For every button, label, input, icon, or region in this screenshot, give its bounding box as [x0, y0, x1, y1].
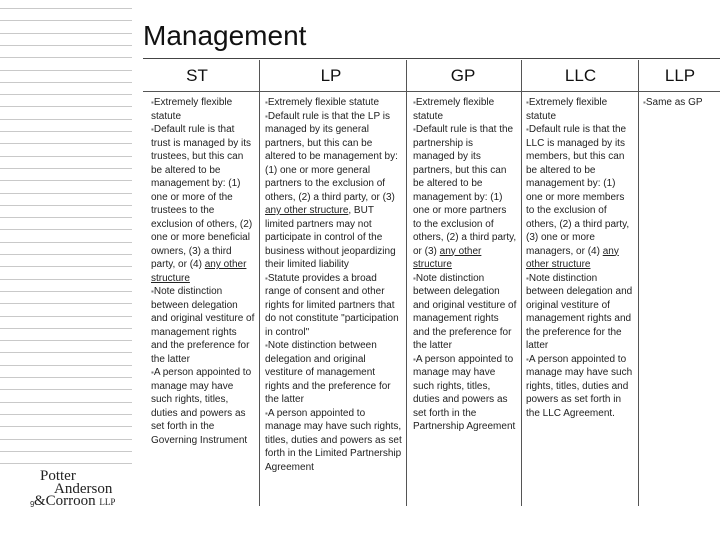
ruled-line	[0, 254, 132, 255]
ruled-line	[0, 340, 132, 341]
cell-st	[151, 96, 255, 447]
ruled-line	[0, 352, 132, 353]
bullet-text: Same as GP	[645, 97, 703, 108]
underlined-text: any other structure	[526, 245, 619, 270]
ruled-line	[0, 279, 132, 280]
bullet-text: Extremely flexible statute	[267, 97, 380, 108]
bullet-text: Default rule is that the LLC is managed by its members, but this can be altered to be management by: (1) one or more members to the exclusion of others, (2) a third party, (3) one or more managers, or (4)	[526, 124, 630, 257]
column-divider	[638, 60, 639, 506]
underlined-text: any other structure	[151, 259, 247, 284]
ruled-line	[0, 70, 132, 71]
bullet-icon: ▪	[151, 98, 154, 107]
logo-line-3-text: &Corroon	[34, 493, 96, 509]
ruled-line	[0, 33, 132, 34]
bullet-item	[526, 353, 633, 421]
ruled-line	[0, 242, 132, 243]
bullet-icon: ▪	[526, 125, 529, 134]
ruled-line	[0, 94, 132, 95]
bullet-text: Note distinction between delegation and original vestiture of management rights and the preference for the latter	[265, 340, 391, 405]
column-divider	[521, 60, 522, 506]
bullet-text: Extremely flexible statute	[413, 97, 495, 122]
bullet-item	[265, 339, 402, 407]
header-separator	[143, 91, 720, 92]
bullet-item	[643, 96, 715, 110]
ruled-line	[0, 82, 132, 83]
ruled-line	[0, 57, 132, 58]
header-lp: LP	[320, 66, 342, 85]
ruled-line	[0, 8, 132, 9]
slide-title: Management	[143, 20, 307, 51]
ruled-line	[0, 451, 132, 452]
column-divider	[259, 60, 260, 506]
ruled-line	[0, 168, 132, 169]
header-gp: GP	[450, 66, 476, 85]
bullet-item	[151, 96, 255, 123]
bullet-text: Default rule is that the partnership is managed by its partners, but this can be altered to be management by: (1) one or more partners to the exclusion of others, (2) a third party, or (3)	[413, 124, 517, 257]
bullet-text: Extremely flexible statute	[151, 97, 233, 122]
ruled-line	[0, 156, 132, 157]
bullet-icon: ▪	[413, 273, 416, 283]
bullet-icon: ▪	[526, 273, 529, 283]
bullet-item	[265, 96, 402, 110]
bullet-text: Extremely flexible statute	[526, 97, 608, 122]
ruled-line	[0, 303, 132, 304]
bullet-item	[413, 96, 517, 123]
ruled-line	[0, 414, 132, 415]
bullet-text: Default rule is that the LP is managed by its general partners, but this can be altered to be management by: (1) one or more general partners to the exclusion of others, (2) a third party, or (3)	[265, 110, 398, 203]
bullet-icon: ▪	[413, 98, 416, 107]
page-number: 9	[30, 500, 35, 509]
ruled-line	[0, 266, 132, 267]
ruled-line	[0, 20, 132, 21]
bullet-icon: ▪	[643, 98, 646, 107]
title-divider	[143, 58, 720, 59]
ruled-line	[0, 377, 132, 378]
bullet-text: A person appointed to manage may have such rights, titles, duties and powers as set forth in the Limited Partnership Agreement	[265, 407, 402, 473]
cell-lp	[265, 96, 402, 474]
bullet-icon: ▪	[526, 98, 529, 107]
bullet-text: Default rule is that trust is managed by its trustees, but this can be altered to be management by: (1) one or more of the trustees to the exclusion of others, (2) one or more beneficial owners, (3) a third party, or (4)	[151, 124, 253, 270]
bullet-item	[265, 272, 402, 340]
bullet-icon: ▪	[151, 287, 154, 296]
bullet-item	[526, 96, 633, 123]
cell-gp	[413, 96, 517, 434]
ruled-line	[0, 143, 132, 144]
ruled-line	[0, 291, 132, 292]
ruled-line	[0, 205, 132, 206]
bullet-icon: ▪	[151, 368, 154, 377]
bullet-text: Statute provides a broad range of consent and other rights for limited partners that do not constitute "participation in control"	[265, 272, 399, 338]
header-llp: LLP	[664, 66, 696, 85]
ruled-line	[0, 131, 132, 132]
bullet-text: Note distinction between delegation and original vestiture of management rights and the preference for the latter	[526, 272, 633, 351]
bullet-item	[413, 123, 517, 272]
ruled-line	[0, 439, 132, 440]
ruled-line	[0, 389, 132, 390]
ruled-line	[0, 45, 132, 46]
ruled-line	[0, 316, 132, 317]
ruled-line	[0, 119, 132, 120]
underlined-text: any other structure	[413, 245, 482, 270]
bullet-text: Note distinction between delegation and original vestiture of management rights and the preference for the latter	[413, 272, 517, 351]
logo-line-1: Potter	[40, 468, 76, 484]
ruled-line	[0, 106, 132, 107]
bullet-icon: ▪	[265, 408, 268, 418]
bullet-icon: ▪	[413, 354, 416, 364]
bullet-item	[151, 123, 255, 285]
logo-line-2: Anderson	[54, 481, 113, 497]
header-llc: LLC	[564, 66, 597, 85]
ruled-line	[0, 217, 132, 218]
logo-suffix: LLP	[99, 497, 116, 507]
bullet-icon: ▪	[151, 125, 154, 134]
bullet-icon: ▪	[413, 125, 416, 134]
bullet-item	[151, 285, 255, 366]
ruled-line	[0, 180, 132, 181]
ruled-line	[0, 426, 132, 427]
cell-llp	[643, 96, 715, 110]
bullet-item	[151, 366, 255, 447]
underlined-text: any other structure	[265, 205, 349, 216]
ruled-line	[0, 229, 132, 230]
bullet-text: Note distinction between delegation and original vestiture of management rights and the preference for the latter	[151, 286, 255, 365]
bullet-icon: ▪	[265, 341, 268, 350]
bullet-text: A person appointed to manage may have such rights, titles, duties and powers as set forth in the Partnership Agreement	[413, 353, 516, 432]
bullet-item	[265, 407, 402, 475]
bullet-icon: ▪	[265, 273, 268, 283]
ruled-lines	[0, 0, 138, 470]
ruled-line	[0, 402, 132, 403]
firm-logo	[30, 468, 120, 516]
ruled-line	[0, 463, 132, 464]
bullet-text-continued: , BUT limited partners may not participate in control of the business without jeopardizing their limited liability	[265, 205, 396, 270]
bullet-item	[413, 272, 517, 353]
bullet-item	[265, 110, 402, 272]
bullet-text: A person appointed to manage may have such rights, titles, duties and powers as set forth in the LLC Agreement.	[526, 353, 633, 419]
bullet-icon: ▪	[526, 354, 529, 364]
bullet-text: A person appointed to manage may have such rights, titles, duties and powers as set forth in the Governing Instrument	[151, 367, 252, 446]
table-header-row	[143, 60, 720, 91]
bullet-item	[526, 123, 633, 272]
cell-llc	[526, 96, 633, 420]
column-divider	[406, 60, 407, 506]
ruled-line	[0, 328, 132, 329]
bullet-item	[413, 353, 517, 434]
logo-line-3	[34, 493, 115, 510]
ruled-line	[0, 365, 132, 366]
bullet-icon: ▪	[265, 98, 268, 107]
bullet-item	[526, 272, 633, 353]
bullet-icon: ▪	[265, 111, 268, 121]
ruled-line	[0, 193, 132, 194]
header-st: ST	[186, 66, 208, 85]
